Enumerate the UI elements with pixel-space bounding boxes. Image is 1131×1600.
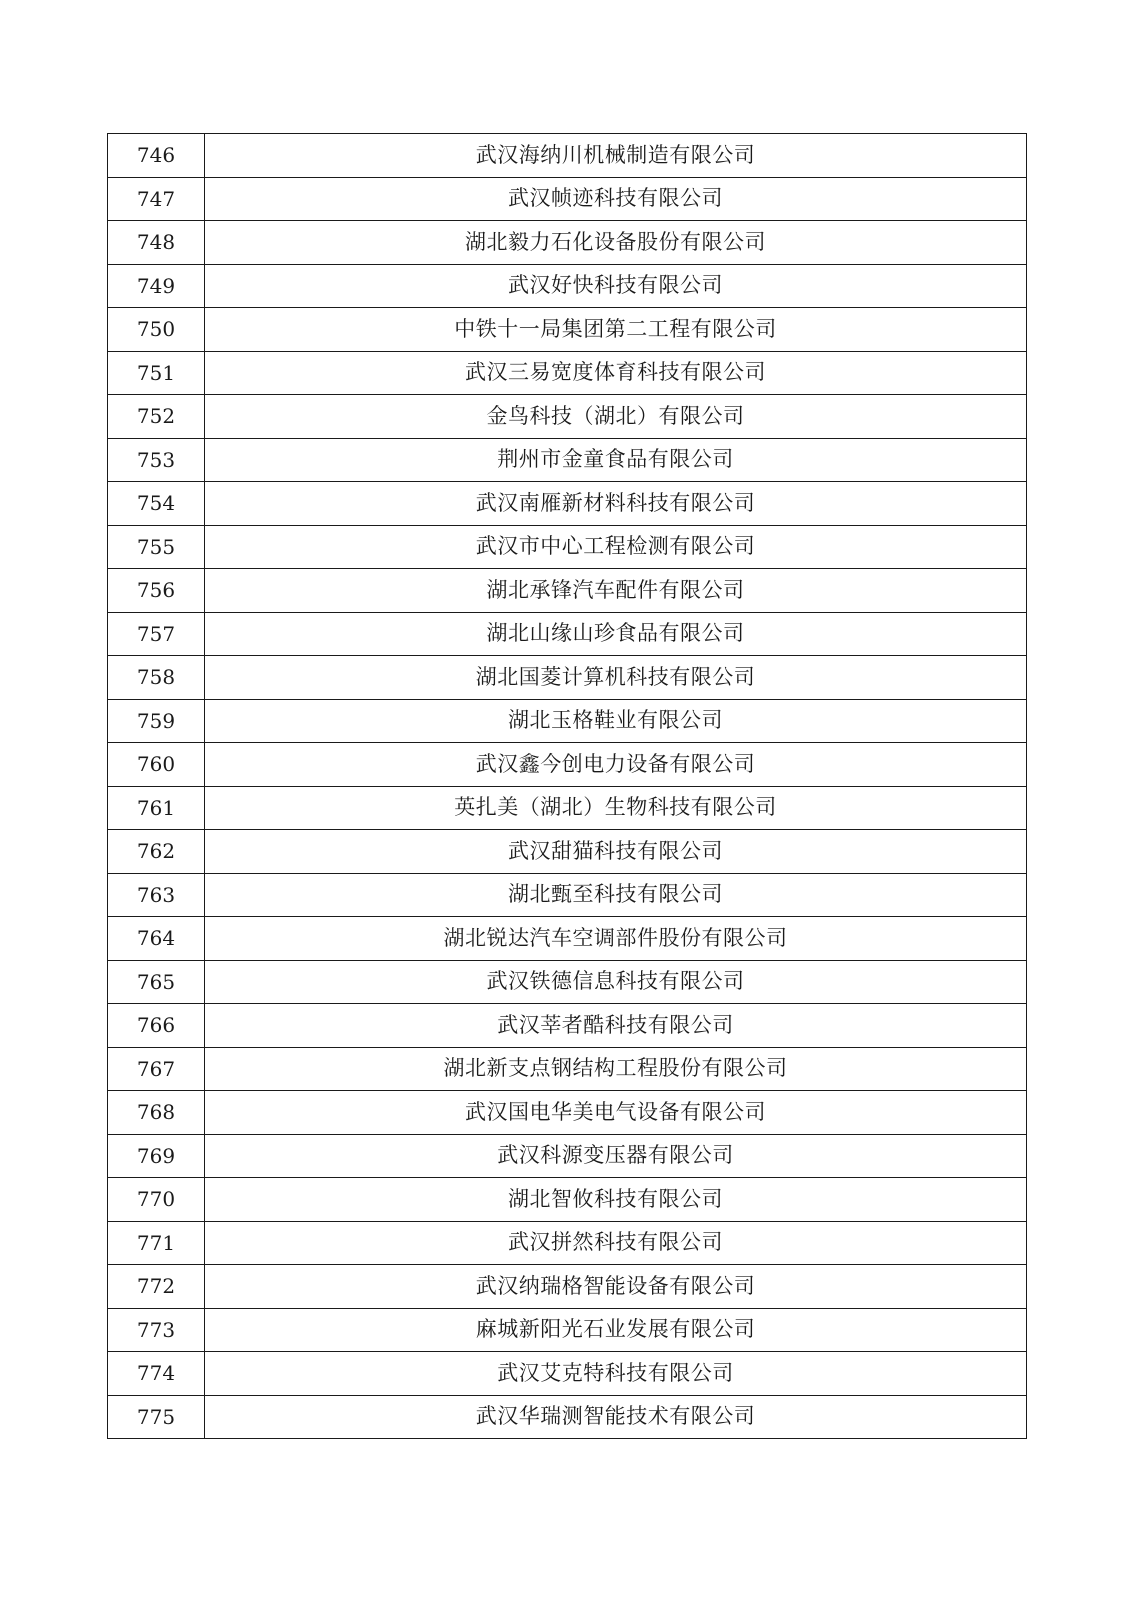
table-row (108, 395, 1027, 439)
row-number: 752 (108, 395, 205, 439)
company-list-table (107, 133, 1027, 1439)
company-name: 武汉拼然科技有限公司 (205, 1221, 1027, 1265)
company-name: 湖北锐达汽车空调部件股份有限公司 (205, 917, 1027, 961)
row-number: 756 (108, 569, 205, 613)
company-name: 武汉华瑞测智能技术有限公司 (205, 1395, 1027, 1439)
table-row (108, 1308, 1027, 1352)
company-name: 湖北山缘山珍食品有限公司 (205, 612, 1027, 656)
table-row (108, 656, 1027, 700)
company-name: 湖北承锋汽车配件有限公司 (205, 569, 1027, 613)
company-name: 武汉三易宽度体育科技有限公司 (205, 351, 1027, 395)
company-name: 武汉国电华美电气设备有限公司 (205, 1091, 1027, 1135)
company-name: 武汉海纳川机械制造有限公司 (205, 134, 1027, 178)
row-number: 764 (108, 917, 205, 961)
table-row (108, 308, 1027, 352)
table-row (108, 1395, 1027, 1439)
company-name: 湖北新支点钢结构工程股份有限公司 (205, 1047, 1027, 1091)
company-name: 荆州市金童食品有限公司 (205, 438, 1027, 482)
company-name: 武汉莘者酷科技有限公司 (205, 1004, 1027, 1048)
row-number: 769 (108, 1134, 205, 1178)
row-number: 759 (108, 699, 205, 743)
company-name: 英扎美（湖北）生物科技有限公司 (205, 786, 1027, 830)
row-number: 767 (108, 1047, 205, 1091)
company-name: 武汉纳瑞格智能设备有限公司 (205, 1265, 1027, 1309)
row-number: 747 (108, 177, 205, 221)
table-row (108, 134, 1027, 178)
company-name: 湖北国菱计算机科技有限公司 (205, 656, 1027, 700)
table-row (108, 438, 1027, 482)
row-number: 746 (108, 134, 205, 178)
row-number: 760 (108, 743, 205, 787)
table-row (108, 177, 1027, 221)
row-number: 766 (108, 1004, 205, 1048)
table-row (108, 1091, 1027, 1135)
company-name: 武汉艾克特科技有限公司 (205, 1352, 1027, 1396)
company-name: 武汉好快科技有限公司 (205, 264, 1027, 308)
row-number: 774 (108, 1352, 205, 1396)
table-row (108, 873, 1027, 917)
row-number: 761 (108, 786, 205, 830)
table-row (108, 482, 1027, 526)
table-row (108, 960, 1027, 1004)
company-name: 金鸟科技（湖北）有限公司 (205, 395, 1027, 439)
table-row (108, 743, 1027, 787)
row-number: 757 (108, 612, 205, 656)
row-number: 750 (108, 308, 205, 352)
table-row (108, 699, 1027, 743)
table-row (108, 351, 1027, 395)
company-name: 湖北毅力石化设备股份有限公司 (205, 221, 1027, 265)
company-name: 湖北玉格鞋业有限公司 (205, 699, 1027, 743)
row-number: 758 (108, 656, 205, 700)
table-row (108, 1265, 1027, 1309)
company-name: 武汉鑫今创电力设备有限公司 (205, 743, 1027, 787)
table-row (108, 1352, 1027, 1396)
row-number: 773 (108, 1308, 205, 1352)
company-name: 武汉南雁新材料科技有限公司 (205, 482, 1027, 526)
table-row (108, 830, 1027, 874)
row-number: 755 (108, 525, 205, 569)
table-row (108, 1221, 1027, 1265)
table-row (108, 1004, 1027, 1048)
company-name: 武汉市中心工程检测有限公司 (205, 525, 1027, 569)
row-number: 768 (108, 1091, 205, 1135)
table-row (108, 917, 1027, 961)
table-row (108, 612, 1027, 656)
table-row (108, 569, 1027, 613)
row-number: 749 (108, 264, 205, 308)
company-name: 武汉科源变压器有限公司 (205, 1134, 1027, 1178)
row-number: 748 (108, 221, 205, 265)
table-row (108, 221, 1027, 265)
row-number: 775 (108, 1395, 205, 1439)
row-number: 753 (108, 438, 205, 482)
row-number: 772 (108, 1265, 205, 1309)
row-number: 754 (108, 482, 205, 526)
company-name: 中铁十一局集团第二工程有限公司 (205, 308, 1027, 352)
row-number: 770 (108, 1178, 205, 1222)
table-row (108, 264, 1027, 308)
row-number: 763 (108, 873, 205, 917)
table-row (108, 1178, 1027, 1222)
company-name: 麻城新阳光石业发展有限公司 (205, 1308, 1027, 1352)
row-number: 765 (108, 960, 205, 1004)
company-name: 湖北甄至科技有限公司 (205, 873, 1027, 917)
row-number: 751 (108, 351, 205, 395)
company-name: 武汉铁德信息科技有限公司 (205, 960, 1027, 1004)
company-name: 武汉甜猫科技有限公司 (205, 830, 1027, 874)
row-number: 771 (108, 1221, 205, 1265)
table-row (108, 1134, 1027, 1178)
table-row (108, 786, 1027, 830)
company-name: 武汉帧迹科技有限公司 (205, 177, 1027, 221)
row-number: 762 (108, 830, 205, 874)
table-row (108, 525, 1027, 569)
table-row (108, 1047, 1027, 1091)
company-name: 湖北智攸科技有限公司 (205, 1178, 1027, 1222)
company-list-body (108, 134, 1027, 1439)
